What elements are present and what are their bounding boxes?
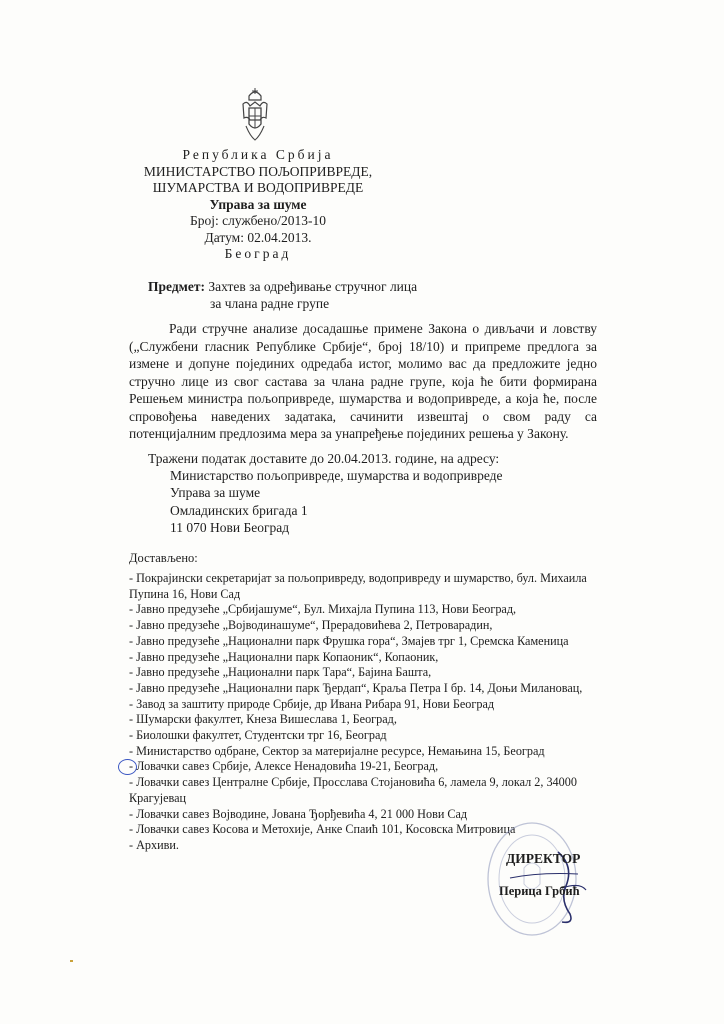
signatory-title: ДИРЕКТОР [506, 851, 581, 866]
ministry-line-1: МИНИСТАРСТВО ПОЉОПРИВРЕДЕ, [143, 163, 373, 179]
reference-number: Број: службено/2013-10 [190, 213, 326, 228]
list-item: - Покрајински секретаријат за пољопривреду, водопривреду и шумарство, бул. Михаила [129, 571, 587, 585]
subject-line-1: Захтев за одређивање стручног лица [208, 279, 418, 294]
list-item: Крагујевац [129, 790, 187, 805]
document-header [118, 147, 398, 263]
subject-block [148, 278, 417, 312]
signatory-name: Перица Грбић [499, 884, 580, 898]
list-item: Пупина 16, Нови Сад [129, 586, 241, 601]
list-item: - Шумарски факултет, Кнеза Вишеслава 1, Београд, [129, 712, 397, 727]
delivered-list [129, 571, 609, 854]
list-item: - Архиви. [129, 837, 179, 852]
coat-of-arms-icon [240, 86, 270, 142]
submission-intro: Тражени податак доставите до 20.04.2013. године, на адресу: [148, 451, 500, 466]
list-item: - Јавно предузеће „Национални парк Фрушка гора“, Змајев трг 1, Сремска Каменица [129, 633, 569, 648]
body-paragraph: Ради стручне анализе досадашње примене Закона о дивљачи и ловству („Службени гласник Републике Србије“, број 18/10) и припреме предлога за измене и допуне појединих одредаба истог, молимо вас да предложите једно стручно лице из свог састава за члана радне групе, која ће бити формирана Решењем министра пољопривреде, шумарства и водопривреде, а која ће, после спровођења наведених задатака, сачинити извештај о свом раду са потенцијалним предлозима мера за унапређење појединих решења у Закону. [129, 321, 597, 441]
list-item: - Ловачки савез Србије, Алексе Ненадовића 19-21, Београд, [129, 759, 439, 774]
subject-label: Предмет: [148, 279, 205, 294]
city-name: Београд [224, 246, 292, 261]
list-item: - Ловачки савез Косова и Метохије, Анке Спаић 101, Косовска Митровица [129, 822, 516, 837]
list-item: - Министарство одбране, Сектор за материјалне ресурсе, Немањина 15, Београд [129, 743, 545, 758]
paper-speck [70, 960, 73, 962]
submission-block [148, 450, 503, 536]
address-line: Управа за шуме [170, 485, 261, 501]
list-item: - Ловачки савез Војводине, Јована Ђорђевића 4, 21 000 Нови Сад [129, 806, 468, 821]
list-item: - Завод за заштиту природе Србије, др Ивана Рибара 91, Нови Београд [129, 696, 495, 711]
list-item: - Јавно предузеће „Национални парк Копаоник“, Копаоник, [129, 649, 439, 664]
republic-name: Република Србија [182, 147, 334, 162]
delivered-heading: Достављено: [129, 551, 198, 565]
ministry-line-2: ШУМАРСТВА И ВОДОПРИВРЕДЕ [152, 180, 364, 195]
list-item: - Ловачки савез Централне Србије, Просслава Стојановића 6, ламела 9, локал 2, 34000 [129, 775, 577, 790]
address-line: Омладинских бригада 1 [170, 502, 308, 518]
list-item: - Биолошки факултет, Студентски трг 16, Београд [129, 728, 387, 743]
list-item: - Јавно предузеће „Национални парк Ђердап“, Краља Петра I бр. 14, Доњи Милановац, [129, 680, 583, 695]
list-item: - Јавно предузеће „Србијашуме“, Бул. Михајла Пупина 113, Нови Београд, [129, 602, 517, 617]
document-date: Датум: 02.04.2013. [204, 229, 312, 245]
address-line: 11 070 Нови Београд [170, 519, 290, 535]
subject-line-2: за члана радне групе [210, 296, 330, 311]
pen-circle-mark [118, 759, 137, 775]
address-line: Министарство пољопривреде, шумарства и водопривреде [170, 468, 503, 484]
department-name: Управа за шуме [209, 196, 307, 212]
list-item: - Јавно предузеће „Војводинашуме“, Прерадовићева 2, Петроварадин, [129, 618, 493, 633]
list-item: - Јавно предузеће „Национални парк Тара“, Бајина Башта, [129, 665, 432, 680]
